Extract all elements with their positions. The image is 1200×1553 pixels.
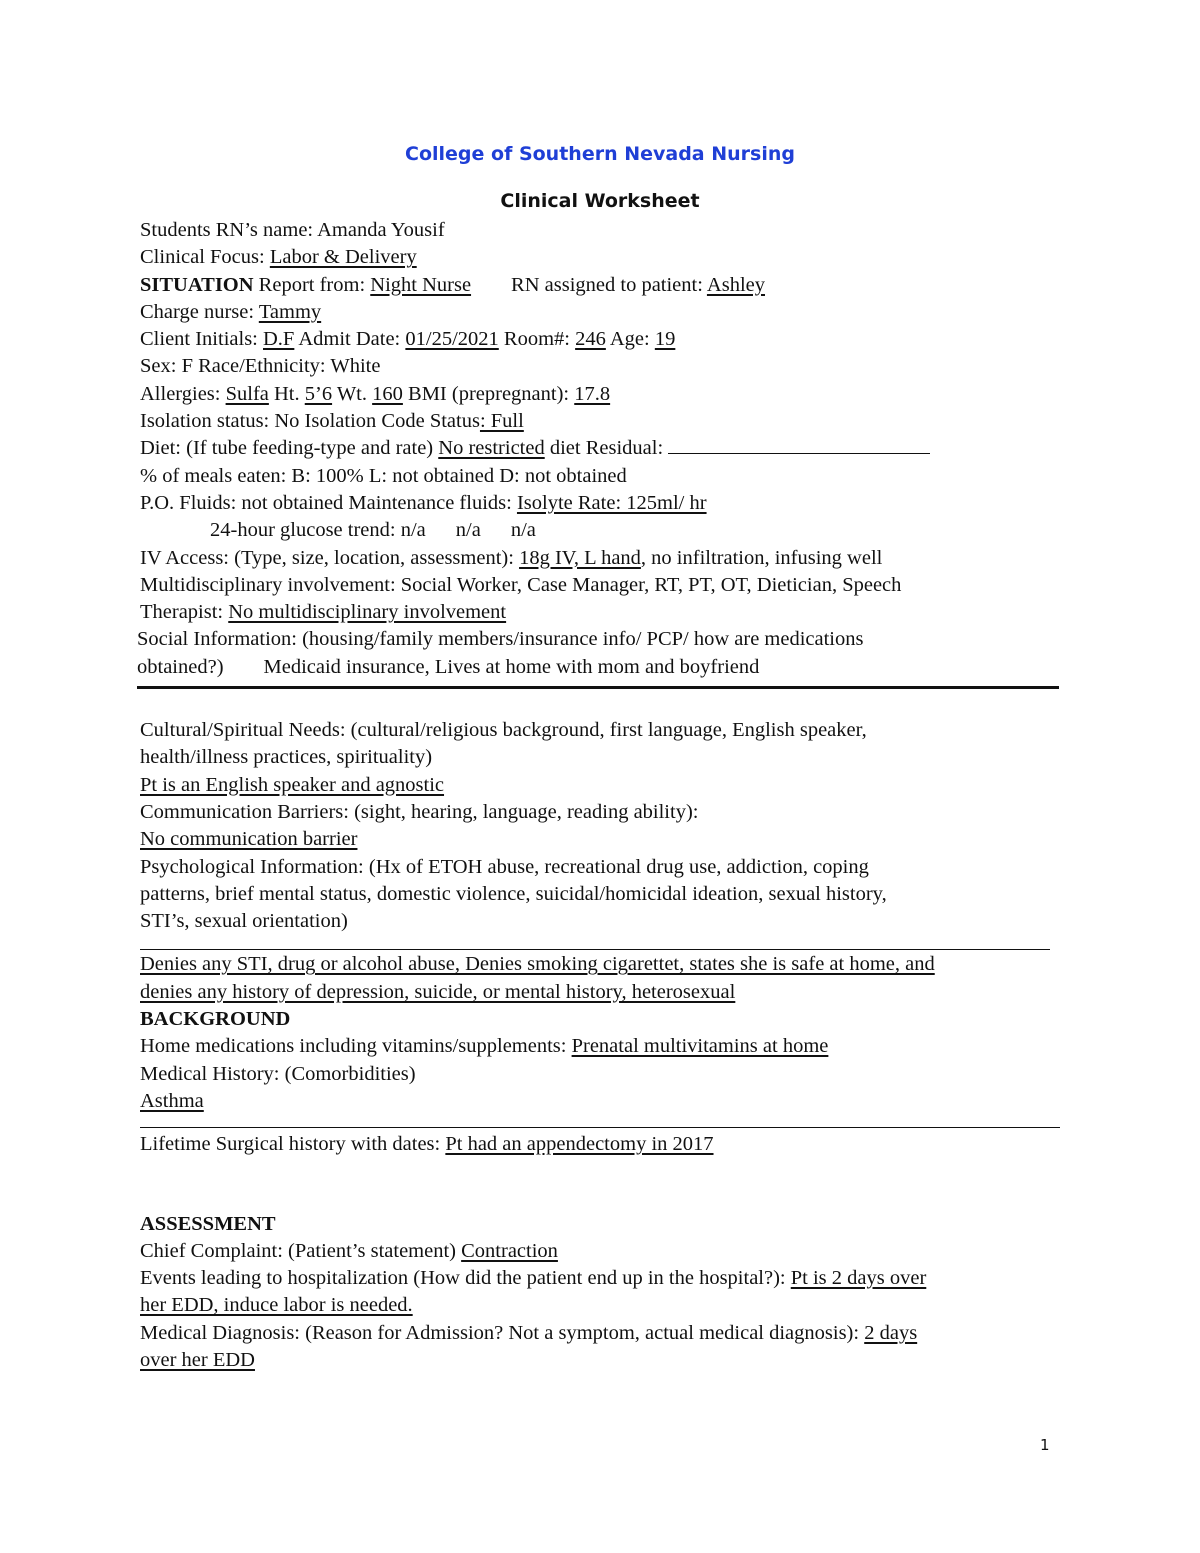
social-info-line-1: Social Information: (housing/family members/insurance info/ PCP/ how are medications [137, 628, 864, 651]
admit-date-value: 01/25/2021 [405, 328, 499, 351]
social-info-value: Medicaid insurance, Lives at home with mom and boyfriend [263, 655, 760, 678]
assessment-heading-line [140, 1211, 1080, 1238]
psych-info-line-3: STI’s, sexual orientation) [140, 910, 348, 933]
medical-history-line: Medical History: (Comorbidities) [140, 1062, 416, 1085]
surgical-history-line: Lifetime Surgical history with dates: Pt had an appendectomy in 2017 [140, 1133, 714, 1156]
worksheet-body [137, 217, 1080, 1374]
charge-nurse-value: Tammy [258, 300, 322, 323]
isolation-line: Isolation status: No Isolation Code Status: Full [140, 410, 524, 433]
chief-complaint-value: Contraction [461, 1239, 558, 1262]
diet-line: Diet: (If tube feeding-type and rate) No restricted diet Residual: [140, 435, 1080, 462]
medical-history-answer-line [140, 1088, 1080, 1115]
room-value: 246 [575, 328, 606, 351]
medical-diagnosis-line-2 [140, 1347, 1080, 1374]
student-name: Amanda Yousif [317, 219, 445, 241]
medical-diagnosis-value-2: over her EDD [140, 1348, 255, 1371]
code-status-value: : Full [479, 410, 524, 433]
events-value-2: her EDD, induce labor is needed. [140, 1294, 413, 1317]
residual-blank [668, 435, 930, 454]
medical-diagnosis-value-1: 2 days [864, 1321, 918, 1344]
situation-line: SITUATION Report from: Night Nurse RN assigned to patient: Ashley [140, 273, 765, 296]
meals-line: % of meals eaten: B: 100% L: not obtained D: not obtained [140, 464, 627, 487]
allergies-value: Sulfa [225, 382, 269, 405]
multidisciplinary-line: Multidisciplinary involvement: Social Worker, Case Manager, RT, PT, OT, Dietician, Speech [140, 573, 902, 596]
background-heading: BACKGROUND [140, 1008, 291, 1031]
cultural-needs-line-2: health/illness practices, spirituality) [140, 746, 433, 769]
cultural-needs-answer: Pt is an English speaker and agnostic [140, 773, 445, 796]
events-line-1: Events leading to hospitalization (How did the patient end up in the hospital?): Pt is 2 days over [140, 1267, 927, 1290]
rn-assigned-value: Ashley [706, 273, 765, 296]
worksheet-title: Clinical Worksheet [500, 190, 700, 212]
weight-value: 160 [372, 382, 403, 405]
medical-diagnosis-line-1: Medical Diagnosis: (Reason for Admission? Not a symptom, actual medical diagnosis): 2 days [140, 1321, 918, 1344]
events-value-1: Pt is 2 days over [790, 1267, 927, 1290]
assessment-heading: ASSESSMENT [140, 1212, 276, 1235]
social-info-line-2: obtained?) Medicaid insurance, Lives at home with mom and boyfriend [137, 655, 760, 678]
events-line-2 [140, 1292, 1080, 1319]
college-title: College of Southern Nevada Nursing [405, 143, 795, 165]
allergies-line: Allergies: Sulfa Ht. 5’6 Wt. 160 BMI (prepregnant): 17.8 [140, 382, 611, 405]
situation-heading: SITUATION [140, 273, 254, 296]
medical-history-value: Asthma [140, 1089, 204, 1112]
clinical-focus-line: Clinical Focus: Labor & Delivery [140, 246, 417, 269]
home-medications-value: Prenatal multivitamins at home [571, 1035, 829, 1058]
psych-answer-2: denies any history of depression, suicide, or mental history, heterosexual [140, 980, 736, 1003]
therapist-value: No multidisciplinary involvement [228, 601, 507, 624]
psych-answer-line-2 [140, 979, 1080, 1006]
communication-barriers-line: Communication Barriers: (sight, hearing, language, reading ability): [140, 800, 699, 823]
diet-value: No restricted [438, 437, 545, 460]
bmi-value: 17.8 [574, 382, 611, 405]
psych-answer-1: Denies any STI, drug or alcohol abuse, Denies smoking cigarettet, states she is safe at home, and [140, 953, 935, 976]
cultural-needs-answer-line [140, 772, 1080, 799]
communication-answer: No communication barrier [140, 828, 358, 851]
glucose-trend-line: 24-hour glucose trend: n/a n/a n/a [210, 519, 536, 542]
psych-answer-line-1 [140, 951, 1080, 978]
psych-info-line-2: patterns, brief mental status, domestic violence, suicidal/homicidal ideation, sexual history, [140, 882, 887, 905]
therapist-line: Therapist: No multidisciplinary involvement [140, 601, 507, 624]
home-medications-line: Home medications including vitamins/supplements: Prenatal multivitamins at home [140, 1035, 829, 1058]
sex-race-line: Sex: F Race/Ethnicity: White [140, 355, 381, 378]
page-number: 1 [1040, 1436, 1050, 1454]
po-fluids-line: P.O. Fluids: not obtained Maintenance fluids: Isolyte Rate: 125ml/ hr [140, 491, 707, 514]
height-value: 5’6 [304, 382, 333, 405]
surgical-history-value: Pt had an appendectomy in 2017 [445, 1133, 714, 1156]
maintenance-fluids-value: Isolyte Rate: 125ml/ hr [516, 491, 707, 514]
iv-access-line: IV Access: (Type, size, location, assessment): 18g IV, L hand, no infiltration, infusing well [140, 546, 883, 569]
background-heading-line [140, 1006, 1080, 1033]
communication-answer-line [140, 826, 1080, 853]
iv-access-value: 18g IV, L hand [519, 546, 641, 569]
psych-info-line-1: Psychological Information: (Hx of ETOH abuse, recreational drug use, addiction, coping [140, 855, 869, 878]
report-from-value: Night Nurse [370, 273, 472, 296]
client-initials-value: D.F [263, 328, 295, 351]
cultural-needs-line-1: Cultural/Spiritual Needs: (cultural/religious background, first language, English speaker, [140, 719, 867, 742]
client-info-line: Client Initials: D.F Admit Date: 01/25/2021 Room#: 246 Age: 19 [140, 328, 676, 351]
charge-nurse-line: Charge nurse: Tammy [140, 300, 322, 323]
clinical-focus-value: Labor & Delivery [269, 246, 417, 269]
age-value: 19 [654, 328, 676, 351]
chief-complaint-line: Chief Complaint: (Patient’s statement) Contraction [140, 1239, 558, 1262]
student-name-line: Students RN’s name: Amanda Yousif [140, 219, 445, 241]
